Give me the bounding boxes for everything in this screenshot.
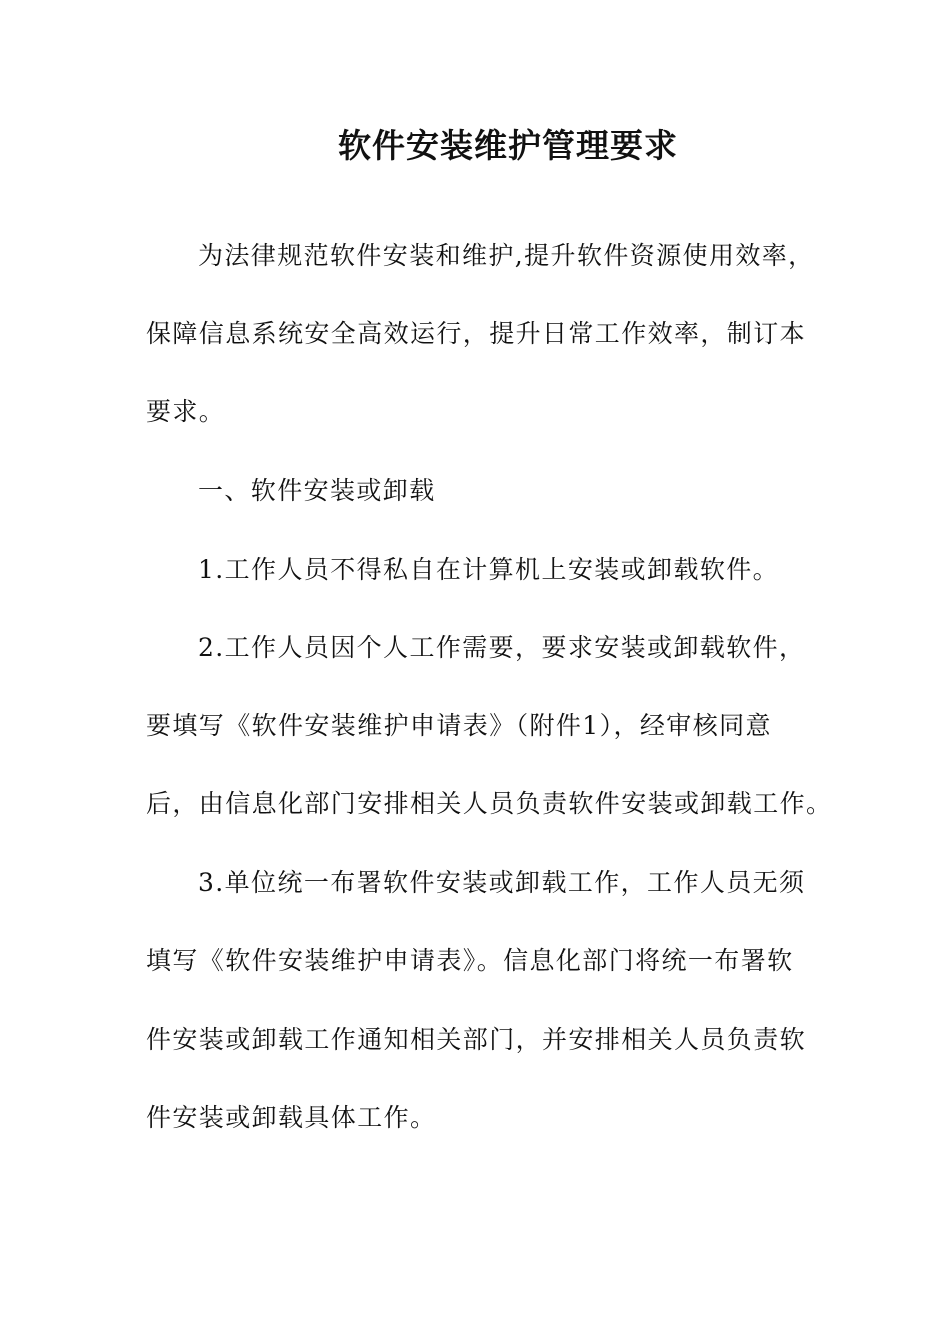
paragraph-line: 要填写《软件安装维护申请表》（附件1），经审核同意: [146, 711, 772, 740]
paragraph-line: 要求。: [146, 397, 226, 426]
paragraph-line: 填写《软件安装维护申请表》。信息化部门将统一布署软: [146, 946, 794, 975]
paragraph-line: 件安装或卸载工作通知相关部门，并安排相关人员负责软: [146, 1025, 807, 1054]
paragraph-line: 3.单位统一布署软件安装或卸载工作，工作人员无须: [198, 868, 806, 897]
paragraph-line: 保障信息系统安全高效运行，提升日常工作效率，制订本: [146, 319, 807, 348]
document-title: 软件安装维护管理要求: [338, 126, 678, 165]
paragraph-line: 件安装或卸载具体工作。: [146, 1103, 437, 1132]
paragraph-line: 2.工作人员因个人工作需要，要求安装或卸载软件，: [198, 633, 806, 662]
paragraph-line: 1.工作人员不得私自在计算机上安装或卸载软件。: [198, 555, 780, 584]
paragraph-line: 后，由信息化部门安排相关人员负责软件安装或卸载工作。: [146, 789, 833, 818]
paragraph-line: 为法律规范软件安装和维护,提升软件资源使用效率，: [198, 241, 815, 270]
section-heading: 一、软件安装或卸载: [198, 476, 436, 505]
